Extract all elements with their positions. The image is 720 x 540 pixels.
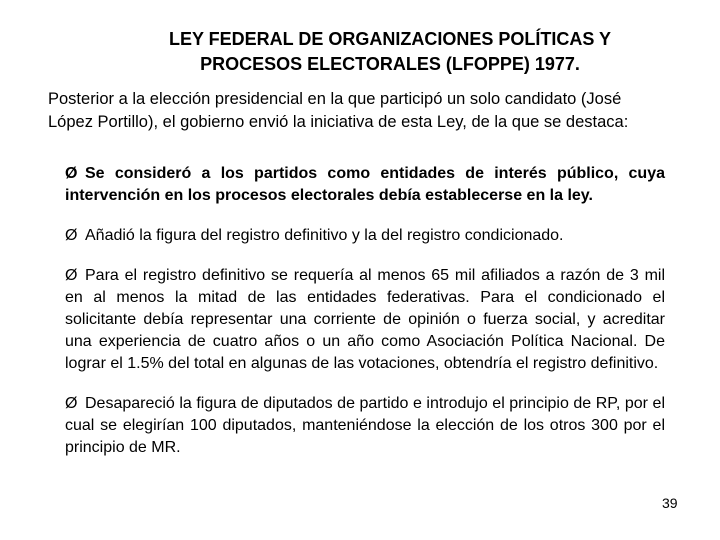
intro-paragraph	[48, 88, 688, 134]
arrow-bullet-icon: Ø	[65, 267, 78, 284]
slide-title-line-1: LEY FEDERAL DE ORGANIZACIONES POLÍTICAS Y	[168, 29, 612, 49]
intro-line-2: López Portillo), el gobierno envió la iniciativa de esta Ley, de la que se destaca:	[48, 113, 629, 131]
bullet-text: Desapareció la figura de diputados de partido e introdujo el principio de RP, por el cual se elegirían 100 diputados, manteniéndose la elección de los otros 300 por el principio de MR.	[65, 395, 665, 456]
bullet-text: Se consideró a los partidos como entidades de interés público, cuya intervención en los procesos electorales debía establecerse en la ley.	[65, 165, 665, 204]
page-number: 39	[662, 495, 678, 511]
slide-title	[100, 27, 680, 77]
bullet-item-registration-requirements	[65, 265, 665, 375]
bullet-item-registration-types	[65, 225, 665, 247]
bullet-list	[65, 163, 665, 459]
arrow-bullet-icon: Ø	[65, 165, 78, 182]
bullet-item-public-interest	[65, 163, 665, 207]
slide-title-line-2: PROCESOS ELECTORALES (LFOPPE) 1977.	[200, 54, 580, 74]
bullet-item-proportional-representation	[65, 393, 665, 459]
bullet-text: Añadió la figura del registro definitivo y la del registro condicionado.	[85, 227, 564, 244]
bullet-text: Para el registro definitivo se requería al menos 65 mil afiliados a razón de 3 mil en al menos la mitad de las entidades federativas. Para el condicionado el solicitante debía representar una corriente de opinión o fuerza social, y acreditar una experiencia de cuatro años o un año como Asociación Política Nacional. De lograr el 1.5% del total en algunas de las votaciones, obtendría el registro definitivo.	[65, 267, 665, 372]
intro-line-1: Posterior a la elección presidencial en la que participó un solo candidato (José	[48, 90, 622, 108]
arrow-bullet-icon: Ø	[65, 227, 78, 244]
arrow-bullet-icon: Ø	[65, 395, 78, 412]
